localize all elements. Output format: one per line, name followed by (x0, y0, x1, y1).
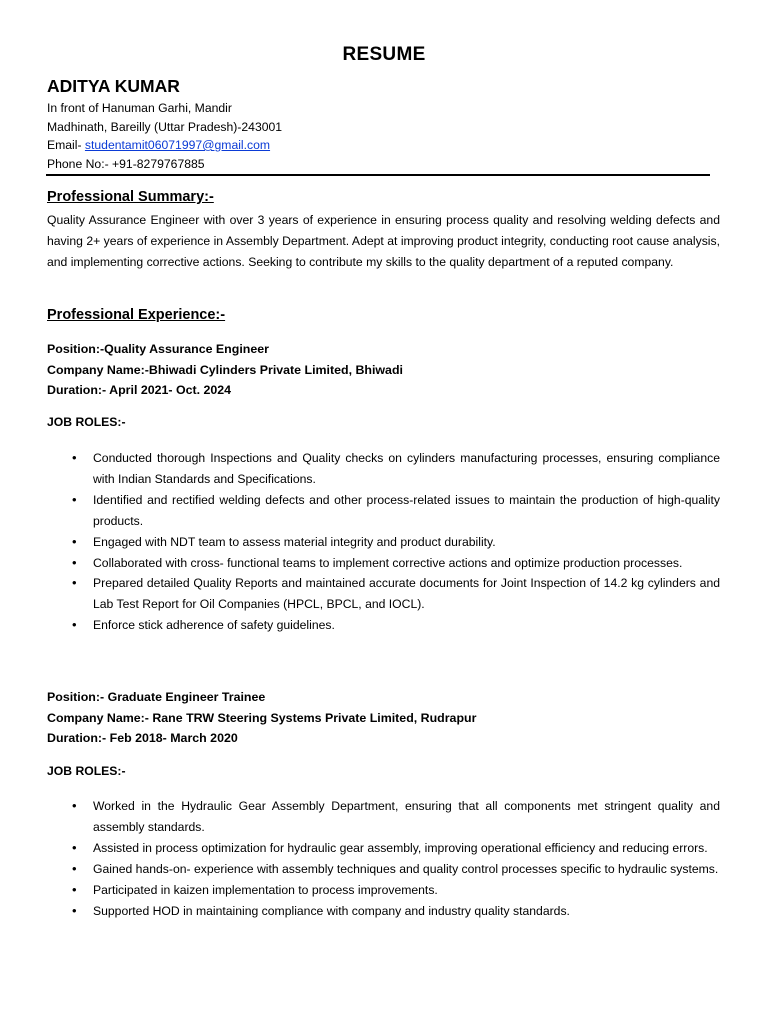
list-item: • Supported HOD in maintaining compliance with company and industry quality standards. (93, 901, 720, 922)
job-1-position: Position:-Quality Assurance Engineer (47, 342, 269, 356)
document-title: RESUME (342, 44, 426, 65)
job-1-roles-label: JOB ROLES:- (47, 415, 126, 429)
list-item: • Prepared detailed Quality Reports and maintained accurate documents for Joint Inspection of 14.2 kg cylinders and Lab Test Report for Oil Companies (HPCL, BPCL, and IOCL). (93, 573, 720, 615)
job-2-duration: Duration:- Feb 2018- March 2020 (47, 731, 238, 745)
summary-heading: Professional Summary:- (47, 189, 214, 205)
list-item: • Collaborated with cross- functional teams to implement corrective actions and optimize production processes. (93, 553, 720, 574)
email-line (47, 136, 270, 155)
job-2-position: Position:- Graduate Engineer Trainee (47, 690, 266, 704)
address-line-1: In front of Hanuman Garhi, Mandir (47, 101, 232, 115)
email-label: Email- (47, 138, 85, 152)
job-1-duration: Duration:- April 2021- Oct. 2024 (47, 383, 232, 397)
job-2-roles-label: JOB ROLES:- (47, 764, 126, 778)
list-item: • Participated in kaizen implementation to process improvements. (93, 880, 720, 901)
summary-text: Quality Assurance Engineer with over 3 years of experience in ensuring process quality and resolving welding defects and having 2+ years of experience in Assembly Department. Adept at improving product integrity, conducting root cause analysis, and implementing corrective actions. Seeking to contribute my skills to the quality department of a reputed company. (47, 213, 720, 269)
list-item: • Identified and rectified welding defects and other process-related issues to maintain the production of high-quality products. (93, 490, 720, 532)
list-item: • Gained hands-on- experience with assembly techniques and quality control processes specific to hydraulic systems. (93, 859, 720, 880)
phone-line: Phone No:- +91-8279767885 (47, 157, 205, 171)
list-item: • Assisted in process optimization for hydraulic gear assembly, improving operational efficiency and reducing errors. (93, 838, 720, 859)
address-line-2: Madhinath, Bareilly (Uttar Pradesh)-243001 (47, 120, 283, 134)
list-item: • Enforce stick adherence of safety guidelines. (93, 615, 720, 636)
list-item: • Worked in the Hydraulic Gear Assembly Department, ensuring that all components met stringent quality and assembly standards. (93, 796, 720, 838)
header-divider (46, 174, 710, 176)
job-2-company: Company Name:- Rane TRW Steering Systems Private Limited, Rudrapur (47, 711, 477, 725)
email-link[interactable]: studentamit06071997@gmail.com (84, 138, 271, 152)
job-1-company: Company Name:-Bhiwadi Cylinders Private Limited, Bhiwadi (47, 363, 403, 377)
job-1-roles-list (93, 448, 720, 636)
job-2-roles-list (93, 796, 720, 921)
list-item: • Conducted thorough Inspections and Quality checks on cylinders manufacturing processes, ensuring compliance with Indian Standards and Specifications. (93, 448, 720, 490)
list-item: • Engaged with NDT team to assess material integrity and product durability. (93, 532, 720, 553)
candidate-name: ADITYA KUMAR (47, 76, 180, 96)
experience-heading: Professional Experience:- (47, 307, 226, 323)
